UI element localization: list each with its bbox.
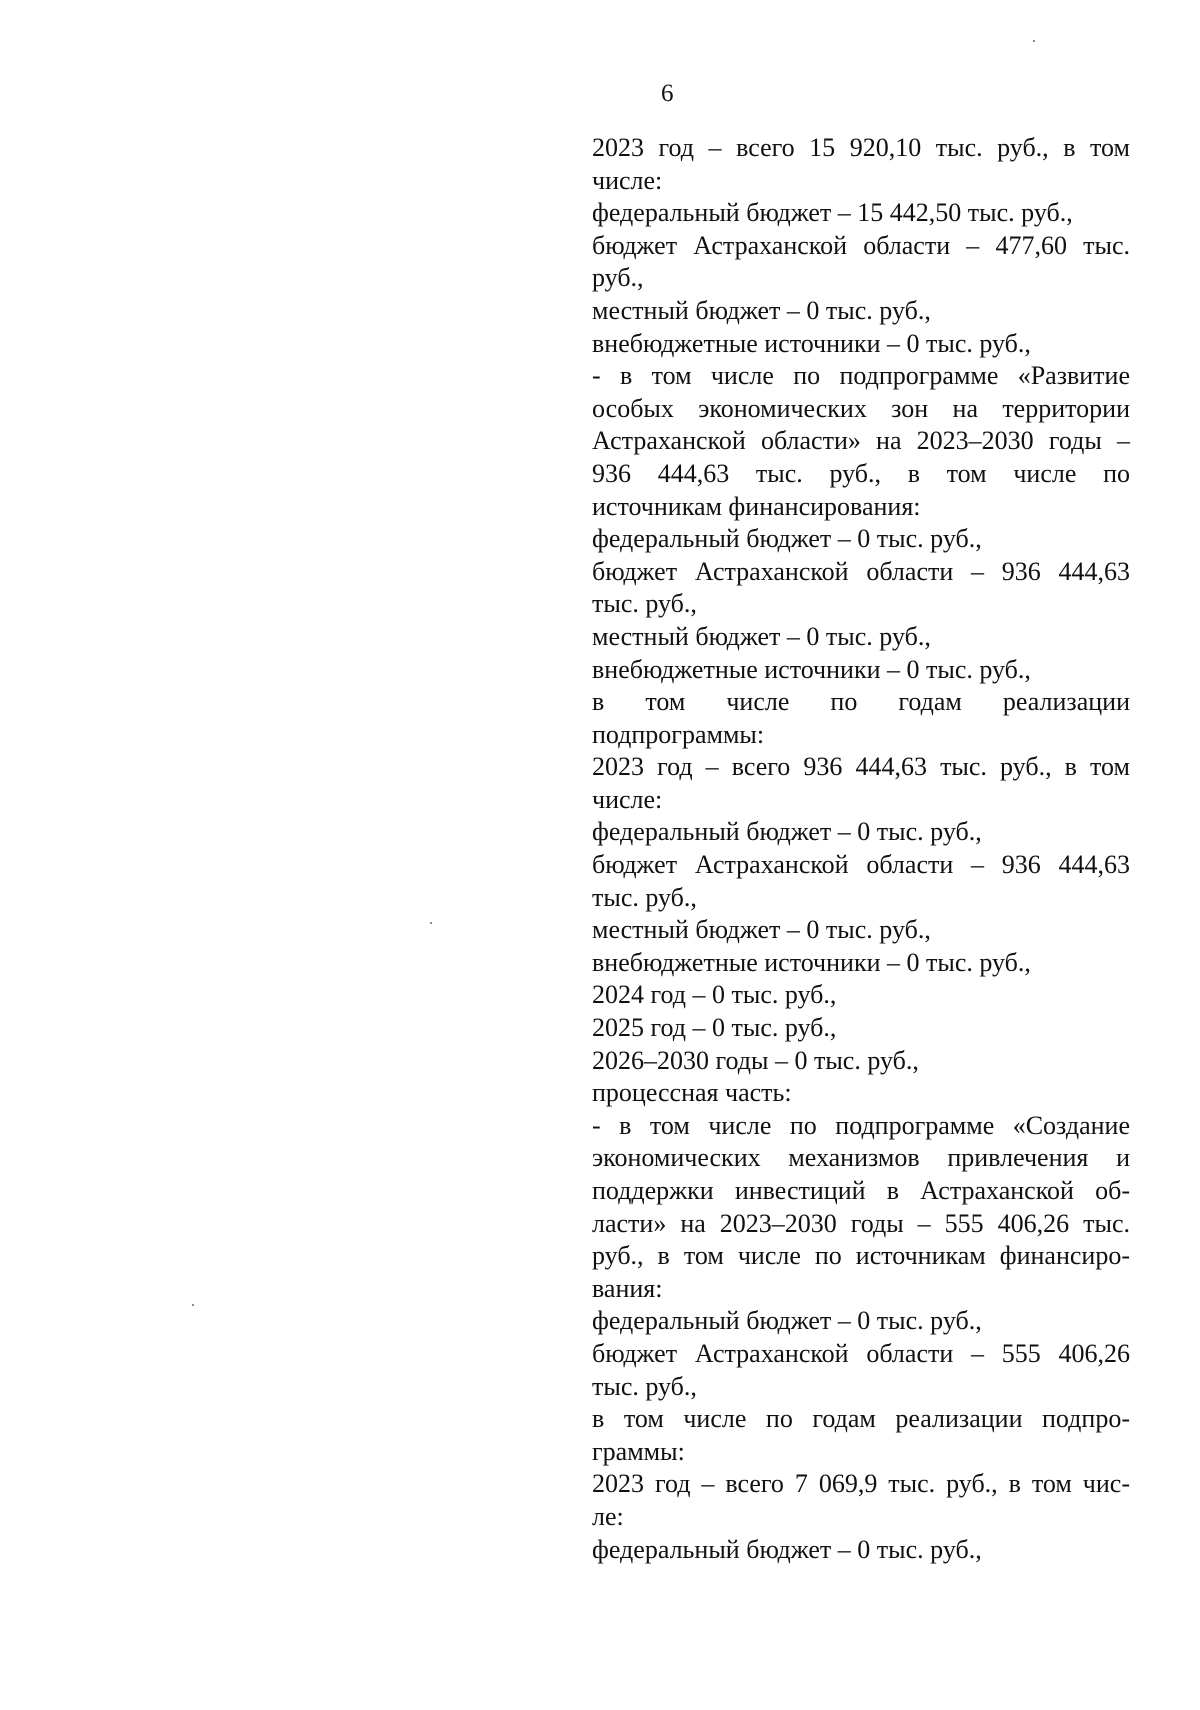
text-line: Астраханской области» на 2023–2030 годы – [592, 426, 1130, 456]
text-line: федеральный бюджет – 0 тыс. руб., [592, 524, 982, 554]
text-line: 936 444,63 тыс. руб., в том числе по [592, 458, 1130, 488]
text-line: местный бюджет – 0 тыс. руб., [592, 621, 931, 651]
text-line: числе: [592, 784, 663, 814]
text-line: внебюджетные источники – 0 тыс. руб., [592, 654, 1031, 684]
text-line: 2025 год – 0 тыс. руб., [592, 1013, 837, 1043]
text-line: федеральный бюджет – 0 тыс. руб., [592, 1306, 982, 1336]
scan-speck [1033, 40, 1035, 42]
text-line: вания: [592, 1273, 663, 1303]
text-line: внебюджетные источники – 0 тыс. руб., [592, 947, 1031, 977]
text-line: особых экономических зон на территории [592, 393, 1130, 423]
text-line: в том числе по годам реализации подпро- [592, 1404, 1130, 1434]
text-line: подпрограммы: [592, 719, 765, 749]
text-line: бюджет Астраханской области – 936 444,63 [592, 850, 1130, 880]
text-line: руб., [592, 263, 644, 293]
text-line: - в том числе по подпрограмме «Развитие [592, 361, 1130, 391]
text-line: - в том числе по подпрограмме «Создание [592, 1110, 1130, 1140]
text-line: бюджет Астраханской области – 936 444,63 [592, 556, 1130, 586]
text-line: 2023 год – всего 15 920,10 тыс. руб., в том [592, 133, 1130, 162]
text-line: тыс. руб., [592, 882, 697, 912]
text-line: тыс. руб., [592, 589, 697, 619]
text-line: федеральный бюджет – 0 тыс. руб., [592, 1534, 982, 1564]
scan-speck [192, 1304, 194, 1306]
text-line: числе: [592, 165, 663, 195]
text-line: процессная часть: [592, 1078, 792, 1108]
text-line: источникам финансирования: [592, 491, 921, 521]
text-line: 2023 год – всего 936 444,63 тыс. руб., в том [592, 752, 1130, 782]
text-line: бюджет Астраханской области – 477,60 тыс. [592, 230, 1130, 260]
text-line: экономических механизмов привлечения и [592, 1143, 1130, 1173]
text-line: федеральный бюджет – 0 тыс. руб., [592, 817, 982, 847]
text-line: в том числе по годам реализации [592, 687, 1130, 717]
text-line: руб., в том числе по источникам финансиро- [592, 1241, 1130, 1271]
page-number: 6 [661, 80, 674, 107]
text-line: 2023 год – всего 7 069,9 тыс. руб., в том чис- [592, 1469, 1130, 1499]
text-line: местный бюджет – 0 тыс. руб., [592, 295, 931, 325]
document-body [592, 132, 1130, 1566]
text-line: тыс. руб., [592, 1371, 697, 1401]
text-line: федеральный бюджет – 15 442,50 тыс. руб., [592, 198, 1073, 228]
text-line: 2024 год – 0 тыс. руб., [592, 980, 837, 1010]
text-line: 2026–2030 годы – 0 тыс. руб., [592, 1045, 919, 1075]
text-line: ле: [592, 1501, 624, 1531]
text-line: ласти» на 2023–2030 годы – 555 406,26 тыс. [592, 1208, 1130, 1238]
scan-speck [430, 922, 432, 924]
text-line: внебюджетные источники – 0 тыс. руб., [592, 328, 1031, 358]
text-line: поддержки инвестиций в Астраханской об- [592, 1176, 1130, 1205]
text-line: бюджет Астраханской области – 555 406,26 [592, 1338, 1130, 1368]
text-line: граммы: [592, 1436, 685, 1466]
text-line: местный бюджет – 0 тыс. руб., [592, 915, 931, 945]
